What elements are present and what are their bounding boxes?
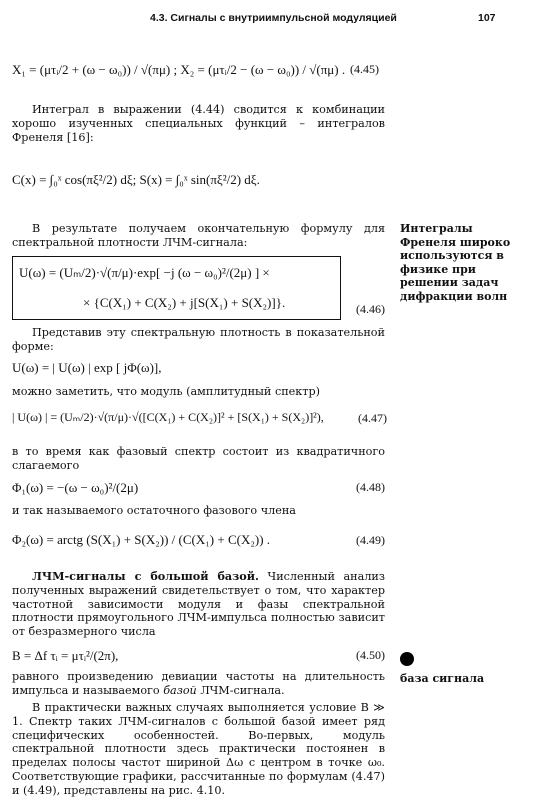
paragraph-practical-cases: В практически важных случаях выполняется условие B ≫ 1. Спектр таких ЛЧМ-сигналов с большой базой имеет ряд специфических особенностей. Во-первых, модуль спектральной плотности здесь практически постоянен в пределах полосы частот шириной Δω с центром в точке ω₀. Соответствующие графики, рассчитанные по формулам (4.47) и (4.49), представлены на рис. 4.10. [12, 701, 385, 797]
paragraph-large-base [12, 570, 385, 639]
subheading-large-base: ЛЧМ-сигналы с большой базой. [32, 569, 259, 583]
term-base: базой [163, 683, 197, 697]
equation-4-46-line1: U(ω) = (Uₘ/2)·√(π/μ)·exp[ −j (ω − ω₀)²/(2μ) ] × [19, 265, 270, 280]
paragraph-final-formula: В результате получаем окончательную формулу для спектральной плотности ЛЧМ-сигнала: [12, 222, 385, 249]
equation-number-4-45: (4.45) [350, 62, 379, 76]
equation-4-48: Φ₁(ω) = −(ω − ω₀)²/(2μ) [12, 480, 139, 495]
margin-note-base: база сигнала [400, 672, 485, 685]
equation-number-4-49: (4.49) [356, 533, 385, 547]
paragraph-base-definition [12, 670, 385, 698]
equation-number-4-47: (4.47) [358, 411, 387, 425]
margin-note-fresnel: Интегралы Френеля широко используются в физике при решении задач дифракции волн [400, 222, 511, 303]
equation-box-4-46 [12, 256, 341, 320]
equation-4-49: Φ₂(ω) = arctg (S(X₁) + S(X₂)) / (C(X₁) + C(X₂)) . [12, 532, 271, 547]
equation-fresnel-integrals: C(x) = ∫₀ˣ cos(πξ²/2) dξ; S(x) = ∫₀ˣ sin(πξ²/2) dξ. [12, 172, 260, 187]
paragraph-large-base-text: Численный анализ полученных выражений свидетельствует о том, что характер частотной зависимости модуля и фазы спектральной плотности прямоугольного ЛЧМ-импульса полностью зависит от безразмерного числа [12, 570, 385, 639]
equation-4-45: X₁ = (μτᵢ/2 + (ω − ω₀)) / √(πμ) ; X₂ = (μτᵢ/2 − (ω − ω₀)) / √(πμ) . [12, 62, 346, 77]
equation-exponential-form: U(ω) = | U(ω) | exp [ jΦ(ω)], [12, 360, 162, 375]
paragraph-base-text-b: ЛЧМ-сигнала. [196, 683, 285, 697]
equation-number-4-48: (4.48) [356, 480, 385, 494]
page-number: 107 [478, 12, 496, 24]
equation-4-46-line2: × {C(X₁) + C(X₂) + j[S(X₁) + S(X₂)]}. [83, 295, 286, 310]
bullet-marker [400, 652, 414, 666]
paragraph-base-text-a: равного произведению девиации частоты на длительность импульса и называемого [12, 670, 385, 697]
equation-number-4-46: (4.46) [356, 302, 385, 316]
equation-4-47: | U(ω) | = (Uₘ/2)·√(π/μ)·√([C(X₁) + C(X₂)]² + [S(X₁) + S(X₂)]²), [12, 410, 324, 424]
paragraph-fresnel-intro: Интеграл в выражении (4.44) сводится к комбинации хорошо изученных специальных функций – интегралов Френеля [16]: [12, 103, 385, 144]
equation-4-50: B = Δf τᵢ = μτᵢ²/(2π), [12, 648, 119, 663]
running-header: 4.3. Сигналы с внутриимпульсной модуляцией [150, 12, 397, 24]
paragraph-exponential-form: Представив эту спектральную плотность в показательной форме: [12, 326, 385, 353]
equation-number-4-50: (4.50) [356, 648, 385, 662]
paragraph-phase-spectrum: в то время как фазовый спектр состоит из квадратичного слагаемого [12, 445, 385, 472]
paragraph-amplitude-spectrum: можно заметить, что модуль (амплитудный спектр) [12, 385, 320, 398]
paragraph-residual-phase: и так называемого остаточного фазового члена [12, 504, 296, 517]
